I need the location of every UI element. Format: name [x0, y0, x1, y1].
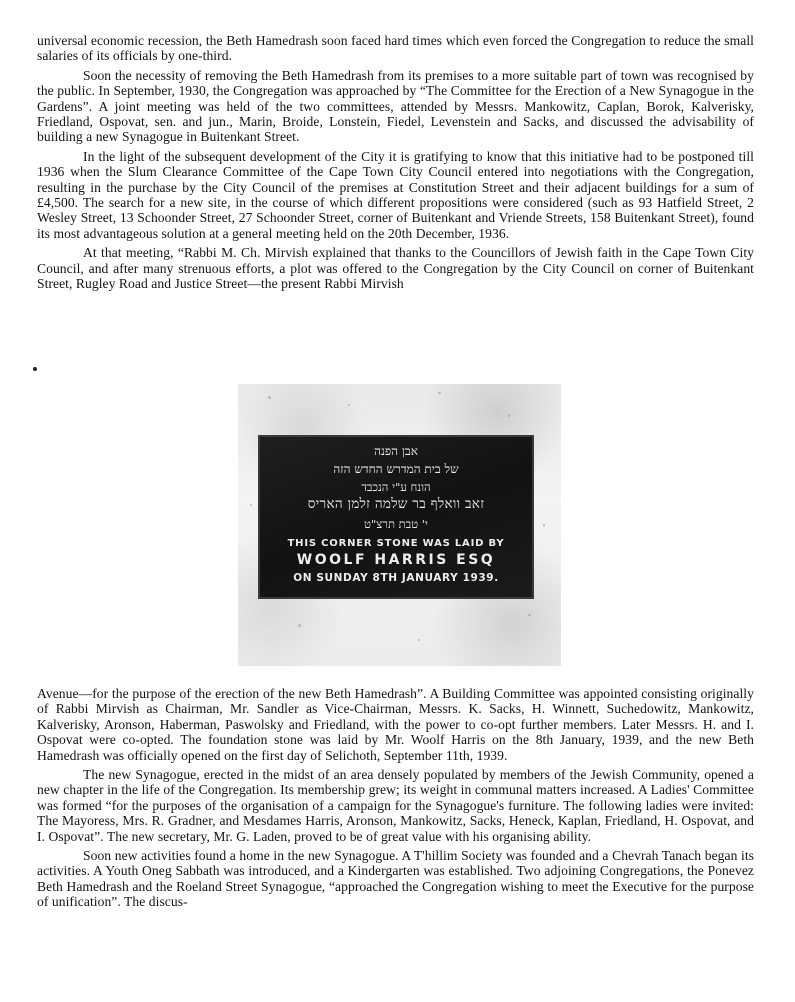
paragraph-slum-clearance: In the light of the subsequent development of the City it is gratifying to know that this initiative had to be postponed till 1936 when the Slum Clearance Committee of the Cape Town City Council entered into negotiations with the Congregation, resulting in the purchase by the City Council of the premises at Constitution Street and their adjacent buildings for a sum of £4,500. The search for a new site, in the course of which different propositions were considered (such as 93 Hatfield Street, 2 Wesley Street, 13 Schoonder Street, 27 Schoonder Street, corner of Buitenkant and Vriende Streets, 158 Buitenkant Street), found its most advantageous solution at a general meeting held on the 20th December, 1936.	[37, 148, 754, 241]
paragraph-new-activities: Soon new activities found a home in the new Synagogue. A T'hillim Society was founded and a Chevrah Tanach began its activities. A Youth Oneg Sabbath was introduced, and a Kindergarten was established. Two adjoining Congregations, the Ponevez Beth Hamedrash and the Roeland Street Synagogue, “approached the Congregation wishing to meet the Executive for the purpose of unification”. The discus-	[37, 848, 754, 910]
plaque-hebrew-line-2: של בית המדרש החדש הזה	[333, 462, 459, 476]
plaque-hebrew-line-4: זאב וואלף בר שלמה זלמן האריס	[307, 496, 485, 512]
plaque-hebrew-line-5: י' טבת תרצ"ט	[364, 517, 428, 531]
plaque-hebrew-line-3: הונח ע"י הנכבד	[361, 480, 431, 494]
photo-speck	[543, 524, 545, 527]
plaque-english-line-3: ON SUNDAY 8TH JANUARY 1939.	[293, 572, 499, 584]
paragraph-recession: universal economic recession, the Beth Hamedrash soon faced hard times which even forced the Congregation to reduce the small salaries of its officials by one-third.	[37, 33, 754, 64]
bottom-text-block	[37, 686, 754, 914]
photo-speck	[438, 392, 441, 394]
photo-speck	[298, 624, 301, 627]
top-text-block	[37, 33, 754, 296]
corner-stone-plaque	[260, 437, 532, 597]
stray-dot	[33, 367, 37, 371]
foundation-stone-photo	[238, 384, 561, 666]
photo-speck	[348, 404, 350, 406]
plaque-english-line-1: THIS CORNER STONE WAS LAID BY	[287, 538, 505, 549]
photo-speck	[268, 396, 271, 399]
paragraph-general-meeting: At that meeting, “Rabbi M. Ch. Mirvish explained that thanks to the Councillors of Jewish faith in the Cape Town City Council, and after many strenuous efforts, a plot was offered to the Congregation by the City Council on corner of Buitenkant Street, Rugley Road and Justice Street—the present Rabbi Mirvish	[37, 245, 754, 292]
paragraph-building-committee: Avenue—for the purpose of the erection of the new Beth Hamedrash”. A Building Committee was appointed consisting originally of Rabbi Mirvish as Chairman, Mr. Sandler as Vice-Chairman, Messrs. K. Sacks, H. Winnett, Suchedowitz, Mankowitz, Kalverisky, Aronson, Haberman, Paswolsky and Friedland, with the power to co-opt further members. Later Messrs. H. and I. Ospovat were co-opted. The foundation stone was laid by Mr. Woolf Harris on the 8th January, 1939, and the new Beth Hamedrash was officially opened on the first day of Selichoth, September 11th, 1939.	[37, 686, 754, 763]
photo-speck	[528, 614, 531, 616]
photo-speck	[418, 639, 420, 641]
photo-speck	[250, 504, 252, 506]
plaque-hebrew-line-1: אבן הפנה	[374, 444, 418, 458]
paragraph-new-synagogue: The new Synagogue, erected in the midst of an area densely populated by members of the Jewish Community, opened a new chapter in the life of the Congregation. Its membership grew; its weight in communal matters increased. A Ladies' Committee was formed “for the purposes of the organisation of a campaign for the Synagogue's furniture. The following ladies were invited: The Mayoress, Mrs. R. Gradner, and Mesdames Harris, Aronson, Mankowitz, Sacks, Heneck, Kaplan, Friedland, H. Ospovat, and I. Ospovat”. The new secretary, Mr. G. Laden, proved to be of great value with his organising ability.	[37, 767, 754, 844]
plaque-english-line-2: WOOLF HARRIS ESQ	[296, 552, 496, 568]
paragraph-removal: Soon the necessity of removing the Beth Hamedrash from its premises to a more suitable part of town was recognised by the public. In September, 1930, the Congregation was approached by “The Committee for the Erection of a New Synagogue in the Gardens”. A joint meeting was held of the two committees, attended by Messrs. Mankowitz, Caplan, Borok, Kalverisky, Friedland, Ospovat, sen. and jun., Marin, Broide, Lonstein, Fiedel, Levenstein and Sacks, and discussed the advisability of building a new Synagogue in Buitenkant Street.	[37, 67, 754, 145]
photo-speck	[508, 414, 510, 417]
